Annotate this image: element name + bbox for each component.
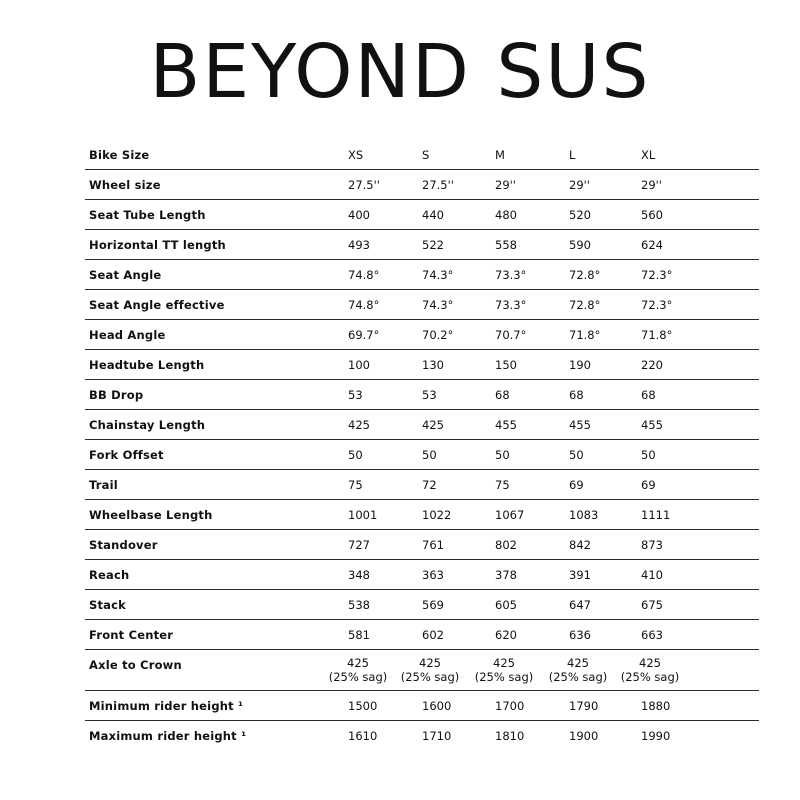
size-l-header: L	[569, 148, 576, 162]
row-label: Reach	[89, 568, 130, 582]
cell-value	[546, 656, 610, 684]
cell-value	[326, 656, 390, 684]
table-row	[85, 560, 759, 590]
row-label: Standover	[89, 538, 158, 552]
cell-value: 1880	[641, 699, 671, 713]
cell-value: 150	[495, 358, 517, 372]
row-label: Horizontal TT length	[89, 238, 226, 252]
cell-value: 1500	[348, 699, 378, 713]
axle-value: 425	[567, 656, 589, 670]
cell-value: 29''	[569, 178, 590, 192]
cell-value: 391	[569, 568, 591, 582]
cell-value: 480	[495, 208, 517, 222]
cell-value: 802	[495, 538, 517, 552]
cell-value: 410	[641, 568, 663, 582]
cell-value: 663	[641, 628, 663, 642]
cell-value: 50	[569, 448, 584, 462]
cell-value: 53	[422, 388, 437, 402]
cell-value: 558	[495, 238, 517, 252]
cell-value: 761	[422, 538, 444, 552]
row-label: Seat Angle	[89, 268, 162, 282]
table-row	[85, 380, 759, 410]
axle-value: 425	[493, 656, 515, 670]
cell-value: 378	[495, 568, 517, 582]
row-label: Front Center	[89, 628, 174, 642]
cell-value: 560	[641, 208, 663, 222]
size-m-header: M	[495, 148, 505, 162]
cell-value: 69	[569, 478, 584, 492]
cell-value: 493	[348, 238, 370, 252]
table-row	[85, 350, 759, 380]
cell-value: 348	[348, 568, 370, 582]
cell-value: 727	[348, 538, 370, 552]
sag-note: (25% sag)	[328, 670, 388, 684]
row-label: Maximum rider height ¹	[89, 729, 247, 743]
cell-value: 636	[569, 628, 591, 642]
axle-value: 425	[347, 656, 369, 670]
cell-value: 27.5''	[422, 178, 454, 192]
cell-value: 72.3°	[641, 268, 673, 282]
cell-value: 72	[422, 478, 437, 492]
cell-value: 605	[495, 598, 517, 612]
cell-value: 72.8°	[569, 298, 601, 312]
axle-value: 425	[419, 656, 441, 670]
table-row	[85, 691, 759, 721]
cell-value: 1022	[422, 508, 452, 522]
row-label: Head Angle	[89, 328, 166, 342]
cell-value: 425	[348, 418, 370, 432]
cell-value: 29''	[495, 178, 516, 192]
cell-value: 675	[641, 598, 663, 612]
row-label: Chainstay Length	[89, 418, 206, 432]
table-row	[85, 620, 759, 650]
table-row	[85, 530, 759, 560]
cell-value	[618, 656, 682, 684]
table-row	[85, 200, 759, 230]
sag-note: (25% sag)	[400, 670, 460, 684]
table-row	[85, 260, 759, 290]
table-row	[85, 500, 759, 530]
cell-value: 440	[422, 208, 444, 222]
cell-value: 68	[495, 388, 510, 402]
cell-value: 1600	[422, 699, 452, 713]
cell-value: 70.2°	[422, 328, 454, 342]
cell-value: 74.8°	[348, 268, 380, 282]
cell-value: 100	[348, 358, 370, 372]
cell-value: 50	[422, 448, 437, 462]
cell-value: 1001	[348, 508, 378, 522]
table-row	[85, 590, 759, 620]
table-row	[85, 320, 759, 350]
row-label: Seat Tube Length	[89, 208, 206, 222]
cell-value: 1710	[422, 729, 452, 743]
cell-value: 74.8°	[348, 298, 380, 312]
cell-value: 455	[495, 418, 517, 432]
cell-value: 72.3°	[641, 298, 673, 312]
cell-value: 581	[348, 628, 370, 642]
cell-value: 75	[495, 478, 510, 492]
table-header-row	[85, 140, 759, 170]
cell-value: 455	[569, 418, 591, 432]
cell-value: 69.7°	[348, 328, 380, 342]
table-row	[85, 230, 759, 260]
cell-value: 1083	[569, 508, 599, 522]
table-row	[85, 440, 759, 470]
table-row	[85, 470, 759, 500]
cell-value	[398, 656, 462, 684]
table-row	[85, 170, 759, 200]
size-s-header: S	[422, 148, 430, 162]
cell-value: 520	[569, 208, 591, 222]
row-label: Trail	[89, 478, 118, 492]
cell-value: 69	[641, 478, 656, 492]
row-label: Headtube Length	[89, 358, 205, 372]
cell-value: 624	[641, 238, 663, 252]
cell-value: 71.8°	[569, 328, 601, 342]
page-title: BEYOND SUS	[149, 29, 651, 115]
row-label: Axle to Crown	[89, 658, 182, 672]
cell-value: 50	[641, 448, 656, 462]
sag-note: (25% sag)	[474, 670, 534, 684]
sag-note: (25% sag)	[620, 670, 680, 684]
cell-value: 425	[422, 418, 444, 432]
cell-value: 29''	[641, 178, 662, 192]
cell-value: 1610	[348, 729, 378, 743]
size-xl-header: XL	[641, 148, 656, 162]
cell-value: 842	[569, 538, 591, 552]
cell-value: 602	[422, 628, 444, 642]
cell-value: 73.3°	[495, 268, 527, 282]
cell-value: 74.3°	[422, 268, 454, 282]
cell-value: 363	[422, 568, 444, 582]
axle-value: 425	[639, 656, 661, 670]
cell-value: 1067	[495, 508, 525, 522]
cell-value: 1900	[569, 729, 599, 743]
cell-value: 538	[348, 598, 370, 612]
row-label: Wheelbase Length	[89, 508, 213, 522]
cell-value: 1810	[495, 729, 525, 743]
row-label: Stack	[89, 598, 127, 612]
cell-value: 27.5''	[348, 178, 380, 192]
cell-value: 522	[422, 238, 444, 252]
cell-value: 1700	[495, 699, 525, 713]
cell-value: 590	[569, 238, 591, 252]
row-label: Fork Offset	[89, 448, 164, 462]
cell-value: 190	[569, 358, 591, 372]
cell-value: 70.7°	[495, 328, 527, 342]
header-label: Bike Size	[89, 148, 150, 162]
cell-value: 53	[348, 388, 363, 402]
row-label: BB Drop	[89, 388, 144, 402]
cell-value: 1990	[641, 729, 671, 743]
table-row	[85, 721, 759, 750]
cell-value: 50	[348, 448, 363, 462]
cell-value: 71.8°	[641, 328, 673, 342]
cell-value: 1790	[569, 699, 599, 713]
table-row	[85, 410, 759, 440]
cell-value: 569	[422, 598, 444, 612]
cell-value: 400	[348, 208, 370, 222]
cell-value: 130	[422, 358, 444, 372]
cell-value: 73.3°	[495, 298, 527, 312]
size-xs-header: XS	[348, 148, 364, 162]
cell-value: 74.3°	[422, 298, 454, 312]
geometry-table	[85, 140, 759, 750]
cell-value: 75	[348, 478, 363, 492]
cell-value: 220	[641, 358, 663, 372]
row-label: Seat Angle effective	[89, 298, 225, 312]
cell-value	[472, 656, 536, 684]
cell-value: 50	[495, 448, 510, 462]
sag-note: (25% sag)	[548, 670, 608, 684]
cell-value: 873	[641, 538, 663, 552]
cell-value: 72.8°	[569, 268, 601, 282]
cell-value: 68	[641, 388, 656, 402]
row-label: Wheel size	[89, 178, 161, 192]
cell-value: 1111	[641, 508, 671, 522]
cell-value: 620	[495, 628, 517, 642]
table-row	[85, 290, 759, 320]
row-label: Minimum rider height ¹	[89, 699, 244, 713]
cell-value: 68	[569, 388, 584, 402]
cell-value: 455	[641, 418, 663, 432]
table-row	[85, 650, 759, 691]
cell-value: 647	[569, 598, 591, 612]
